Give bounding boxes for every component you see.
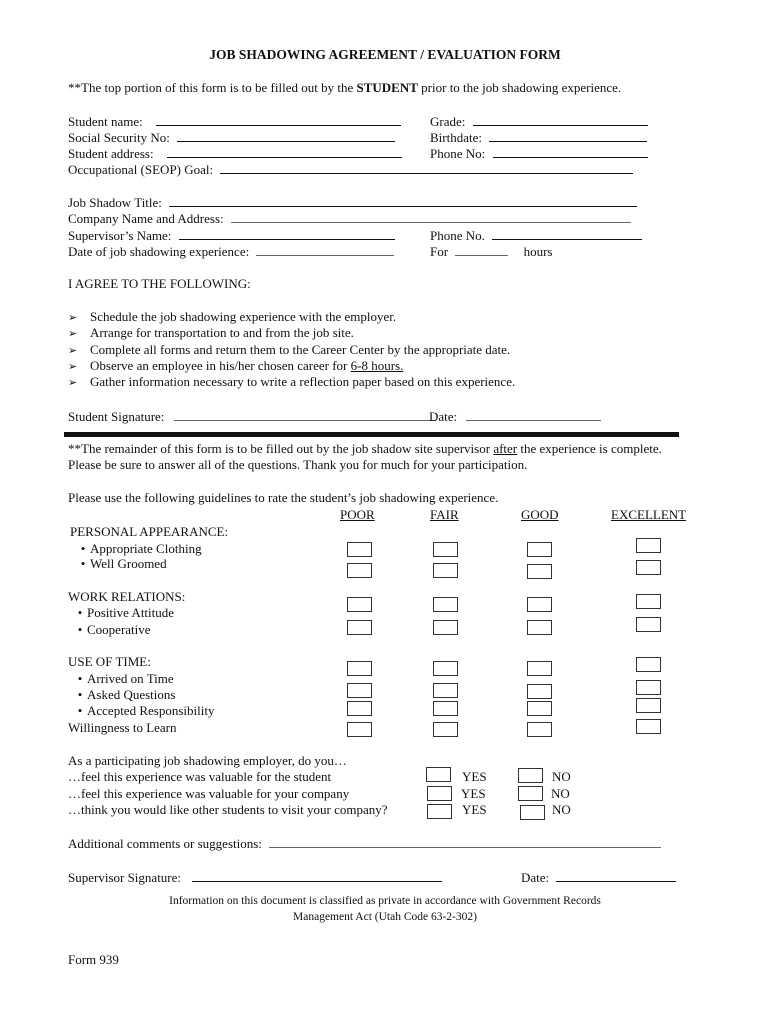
student-instructions bbox=[68, 80, 621, 96]
hours-field bbox=[430, 243, 552, 260]
supervisor-instructions-line1 bbox=[68, 441, 662, 457]
company-input[interactable] bbox=[231, 210, 631, 223]
rating-intro: Please use the following guidelines to rate the student’s job shadowing experience. bbox=[68, 490, 499, 505]
willingness-to-learn-good-checkbox[interactable] bbox=[527, 722, 552, 737]
student-signature-input[interactable] bbox=[174, 408, 436, 421]
accepted-responsibility-fair-checkbox[interactable] bbox=[433, 701, 458, 716]
job-title-input[interactable] bbox=[169, 194, 637, 207]
yes-label: YES bbox=[461, 786, 486, 801]
willingness-to-learn-excellent-checkbox[interactable] bbox=[636, 719, 661, 734]
student-emphasis: STUDENT bbox=[356, 80, 418, 95]
employer-question: …think you would like other students to visit your company? bbox=[68, 802, 388, 817]
column-header-good: GOOD bbox=[521, 507, 559, 522]
agreement-item bbox=[68, 374, 515, 391]
goal-field bbox=[68, 161, 633, 178]
ssn-label: Social Security No: bbox=[68, 130, 170, 145]
student-name-input[interactable] bbox=[156, 113, 401, 126]
supervisor-name-label: Supervisor’s Name: bbox=[68, 228, 172, 243]
agreement-item-text: Observe an employee in his/her chosen career for bbox=[90, 358, 351, 373]
grade-input[interactable] bbox=[473, 113, 648, 126]
agreement-item bbox=[68, 325, 354, 342]
no-label: NO bbox=[552, 769, 571, 784]
agreement-item-text: Complete all forms and return them to the Career Center by the appropriate date. bbox=[90, 342, 511, 357]
bullet-dot-icon: • bbox=[80, 556, 86, 571]
yes-label: YES bbox=[462, 802, 487, 817]
willingness-to-learn-poor-checkbox[interactable] bbox=[347, 722, 372, 737]
column-header-fair: FAIR bbox=[430, 507, 459, 522]
supervisor-instructions-text: **The remainder of this form is to be filled out by the job shadow site supervisor bbox=[68, 441, 494, 456]
arrived-on-time-excellent-checkbox[interactable] bbox=[636, 657, 661, 672]
supervisor-signature-field bbox=[68, 869, 442, 886]
bullet-dot-icon: • bbox=[77, 622, 83, 637]
student-date-field bbox=[429, 408, 601, 425]
arrow-bullet-icon: ➢ bbox=[68, 344, 78, 357]
cooperative-good-checkbox[interactable] bbox=[527, 620, 552, 635]
job-title-label: Job Shadow Title: bbox=[68, 195, 162, 210]
positive-attitude-excellent-checkbox[interactable] bbox=[636, 594, 661, 609]
rating-item-willingness: Willingness to Learn bbox=[68, 720, 177, 735]
arrived-on-time-fair-checkbox[interactable] bbox=[433, 661, 458, 676]
group-heading-use-of-time: USE OF TIME: bbox=[68, 654, 151, 669]
appropriate-clothing-poor-checkbox[interactable] bbox=[347, 542, 372, 557]
phone-label: Phone No: bbox=[430, 146, 486, 161]
no-label: NO bbox=[551, 786, 570, 801]
agreement-item bbox=[68, 358, 403, 375]
ssn-input[interactable] bbox=[177, 129, 395, 142]
employer-question: …feel this experience was valuable for the student bbox=[68, 769, 332, 784]
bullet-dot-icon: • bbox=[77, 671, 83, 686]
rating-item bbox=[73, 687, 175, 703]
arrow-bullet-icon: ➢ bbox=[68, 311, 78, 324]
rating-item bbox=[76, 541, 202, 557]
arrow-bullet-icon: ➢ bbox=[68, 360, 78, 373]
asked-questions-fair-checkbox[interactable] bbox=[433, 683, 458, 698]
rating-item-label: Asked Questions bbox=[87, 687, 176, 702]
positive-attitude-good-checkbox[interactable] bbox=[527, 597, 552, 612]
supervisor-signature-label: Supervisor Signature: bbox=[68, 870, 182, 885]
address-field bbox=[68, 145, 402, 162]
birthdate-input[interactable] bbox=[489, 129, 647, 142]
arrow-bullet-icon: ➢ bbox=[68, 327, 78, 340]
comments-field bbox=[68, 835, 661, 852]
accepted-responsibility-excellent-checkbox[interactable] bbox=[636, 698, 661, 713]
supervisor-date-input[interactable] bbox=[556, 869, 676, 882]
yes-label: YES bbox=[462, 769, 487, 784]
bullet-dot-icon: • bbox=[80, 541, 86, 556]
instructions-text-end: prior to the job shadowing experience. bbox=[417, 80, 622, 95]
supervisor-instructions-line2: Please be sure to answer all of the questions. Thank you for much for your participation. bbox=[68, 457, 528, 472]
bullet-dot-icon: • bbox=[77, 605, 83, 620]
company-label: Company Name and Address: bbox=[68, 211, 224, 226]
hours-label: hours bbox=[523, 244, 553, 259]
positive-attitude-poor-checkbox[interactable] bbox=[347, 597, 372, 612]
q2-yes-checkbox[interactable] bbox=[427, 786, 452, 801]
well-groomed-poor-checkbox[interactable] bbox=[347, 563, 372, 578]
group-heading-work-relations: WORK RELATIONS: bbox=[68, 589, 186, 604]
form-number: Form 939 bbox=[68, 952, 119, 967]
supervisor-signature-input[interactable] bbox=[192, 869, 442, 882]
cooperative-fair-checkbox[interactable] bbox=[433, 620, 458, 635]
arrived-on-time-poor-checkbox[interactable] bbox=[347, 661, 372, 676]
well-groomed-fair-checkbox[interactable] bbox=[433, 563, 458, 578]
rating-item-label: Appropriate Clothing bbox=[90, 541, 202, 556]
supervisor-phone-label: Phone No. bbox=[430, 228, 485, 243]
bullet-dot-icon: • bbox=[77, 687, 83, 702]
agreement-item-text: Gather information necessary to write a reflection paper based on this experience. bbox=[90, 374, 516, 389]
job-title-field bbox=[68, 194, 637, 211]
willingness-to-learn-fair-checkbox[interactable] bbox=[433, 722, 458, 737]
goal-input[interactable] bbox=[220, 161, 633, 174]
goal-label: Occupational (SEOP) Goal: bbox=[68, 162, 214, 177]
supervisor-name-input[interactable] bbox=[179, 227, 395, 240]
rating-item bbox=[73, 622, 151, 638]
appropriate-clothing-fair-checkbox[interactable] bbox=[433, 542, 458, 557]
instructions-text: **The top portion of this form is to be filled out by the bbox=[68, 80, 357, 95]
arrow-bullet-icon: ➢ bbox=[68, 376, 78, 389]
hours-requirement: 6-8 hours. bbox=[350, 358, 404, 373]
form-title: JOB SHADOWING AGREEMENT / EVALUATION FORM bbox=[209, 47, 561, 62]
asked-questions-excellent-checkbox[interactable] bbox=[636, 680, 661, 695]
asked-questions-poor-checkbox[interactable] bbox=[347, 683, 372, 698]
company-field bbox=[68, 210, 631, 227]
hours-input[interactable] bbox=[455, 243, 508, 256]
q3-no-checkbox[interactable] bbox=[520, 805, 545, 820]
arrived-on-time-good-checkbox[interactable] bbox=[527, 661, 552, 676]
q3-yes-checkbox[interactable] bbox=[427, 804, 452, 819]
shadow-date-label: Date of job shadowing experience: bbox=[68, 244, 250, 259]
ssn-field bbox=[68, 129, 395, 146]
supervisor-date-field bbox=[521, 869, 676, 886]
comments-input[interactable] bbox=[269, 835, 661, 848]
asked-questions-good-checkbox[interactable] bbox=[527, 684, 552, 699]
birthdate-label: Birthdate: bbox=[430, 130, 482, 145]
column-header-excellent: EXCELLENT bbox=[611, 507, 687, 522]
employer-questions-intro: As a participating job shadowing employer, do you… bbox=[68, 753, 347, 768]
phone-input[interactable] bbox=[493, 145, 648, 158]
supervisor-phone-input[interactable] bbox=[492, 227, 642, 240]
for-label: For bbox=[430, 244, 449, 259]
agreement-item-text: Schedule the job shadowing experience with the employer. bbox=[90, 309, 397, 324]
no-label: NO bbox=[552, 802, 571, 817]
rating-item-label: Cooperative bbox=[87, 622, 151, 637]
student-date-input[interactable] bbox=[466, 408, 601, 421]
after-emphasis: after bbox=[493, 441, 518, 456]
comments-label: Additional comments or suggestions: bbox=[68, 836, 262, 851]
supervisor-name-field bbox=[68, 227, 395, 244]
q2-no-checkbox[interactable] bbox=[518, 786, 543, 801]
privacy-note-line1: Information on this document is classified as private in accordance with Government Records bbox=[169, 895, 601, 907]
rating-item bbox=[73, 605, 174, 621]
section-divider bbox=[64, 432, 679, 437]
agreement-heading: I AGREE TO THE FOLLOWING: bbox=[68, 276, 251, 291]
appropriate-clothing-good-checkbox[interactable] bbox=[527, 542, 552, 557]
agreement-item-text: Arrange for transportation to and from the job site. bbox=[90, 325, 354, 340]
supervisor-instructions-text-end: the experience is complete. bbox=[517, 441, 662, 456]
birthdate-field bbox=[430, 129, 647, 146]
grade-field bbox=[430, 113, 648, 130]
privacy-note-line2: Management Act (Utah Code 63-2-302) bbox=[293, 911, 477, 923]
rating-item-label: Well Groomed bbox=[90, 556, 167, 571]
group-heading-personal-appearance: PERSONAL APPEARANCE: bbox=[70, 524, 229, 539]
well-groomed-excellent-checkbox[interactable] bbox=[636, 560, 661, 575]
cooperative-excellent-checkbox[interactable] bbox=[636, 617, 661, 632]
cooperative-poor-checkbox[interactable] bbox=[347, 620, 372, 635]
column-header-poor: POOR bbox=[340, 507, 375, 522]
shadow-date-input[interactable] bbox=[256, 243, 394, 256]
rating-item-label: Positive Attitude bbox=[87, 605, 175, 620]
appropriate-clothing-excellent-checkbox[interactable] bbox=[636, 538, 661, 553]
phone-field bbox=[430, 145, 648, 162]
address-input[interactable] bbox=[167, 145, 402, 158]
accepted-responsibility-poor-checkbox[interactable] bbox=[347, 701, 372, 716]
rating-item bbox=[73, 703, 214, 719]
bullet-dot-icon: • bbox=[77, 703, 83, 718]
q1-yes-checkbox[interactable] bbox=[426, 767, 451, 782]
rating-item-label: Accepted Responsibility bbox=[87, 703, 215, 718]
address-label: Student address: bbox=[68, 146, 154, 161]
well-groomed-good-checkbox[interactable] bbox=[527, 564, 552, 579]
shadow-date-field bbox=[68, 243, 394, 260]
student-signature-field bbox=[68, 408, 436, 425]
grade-label: Grade: bbox=[430, 114, 466, 129]
accepted-responsibility-good-checkbox[interactable] bbox=[527, 701, 552, 716]
student-signature-label: Student Signature: bbox=[68, 409, 165, 424]
supervisor-date-label: Date: bbox=[521, 870, 550, 885]
agreement-item bbox=[68, 342, 510, 359]
student-date-label: Date: bbox=[429, 409, 458, 424]
student-name-field bbox=[68, 113, 401, 130]
q1-no-checkbox[interactable] bbox=[518, 768, 543, 783]
rating-item bbox=[73, 671, 174, 687]
positive-attitude-fair-checkbox[interactable] bbox=[433, 597, 458, 612]
student-name-label: Student name: bbox=[68, 114, 143, 129]
agreement-item bbox=[68, 309, 396, 326]
rating-item-label: Arrived on Time bbox=[87, 671, 174, 686]
employer-question: …feel this experience was valuable for your company bbox=[68, 786, 350, 801]
supervisor-phone-field bbox=[430, 227, 642, 244]
rating-item bbox=[76, 556, 167, 572]
